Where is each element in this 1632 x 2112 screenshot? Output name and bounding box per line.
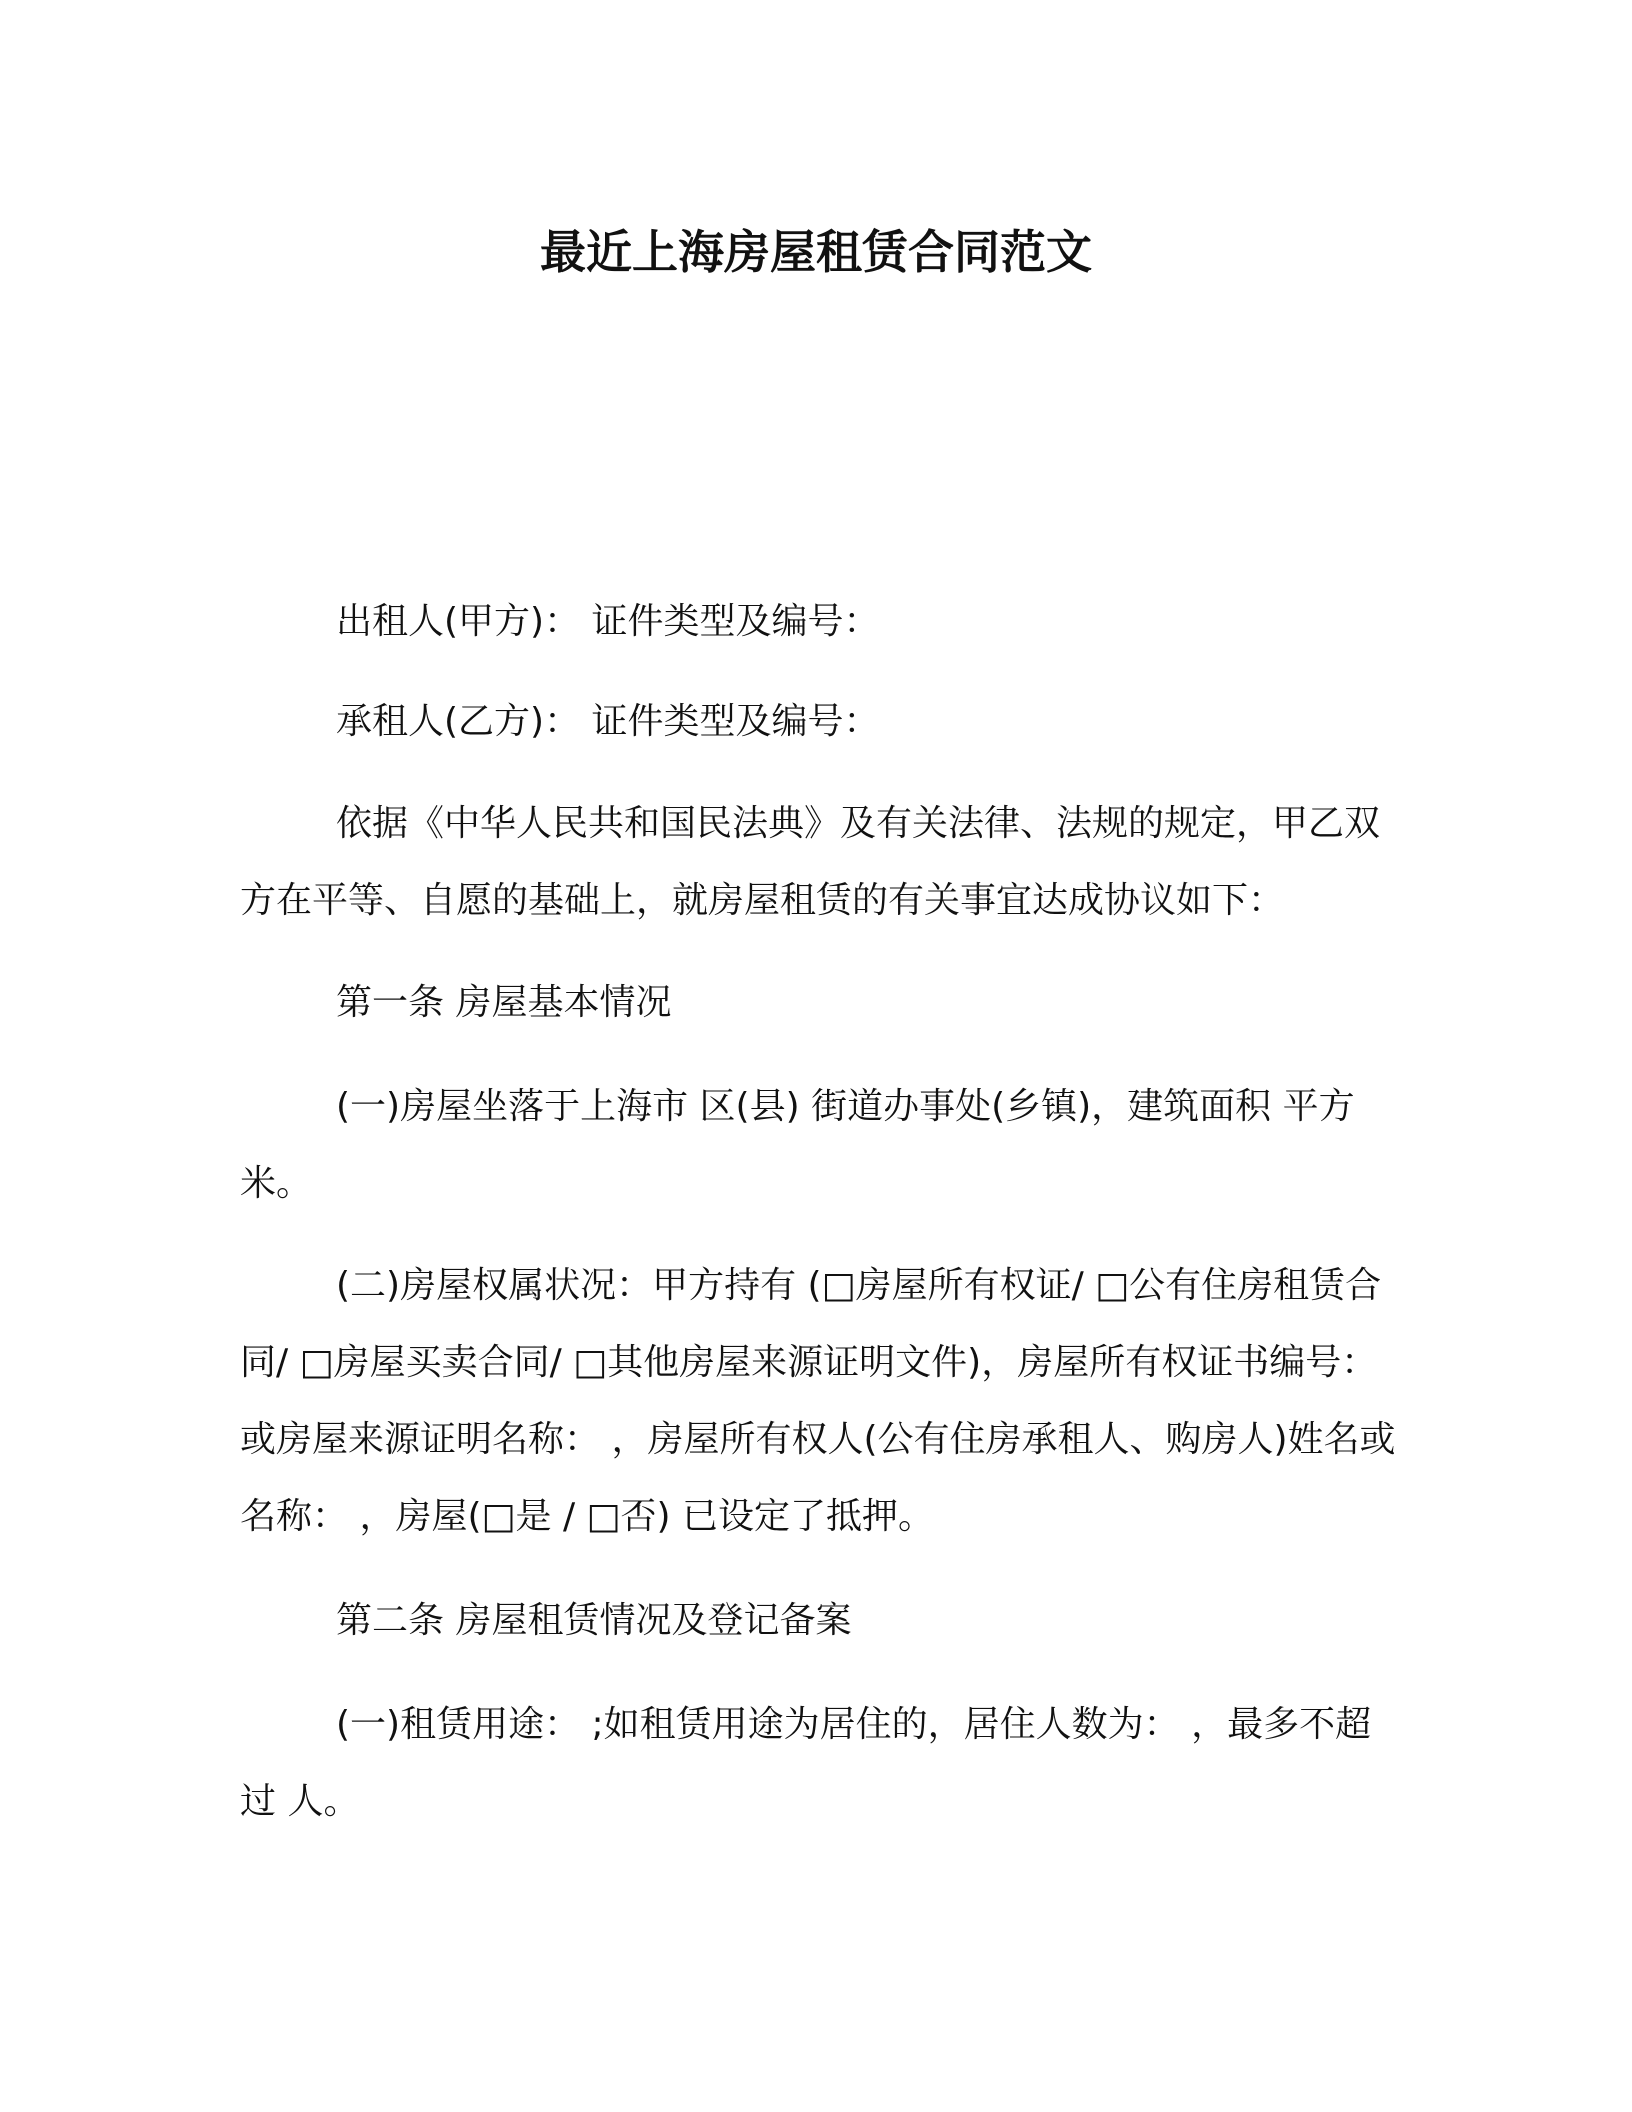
lessor-line: 出租人(甲方)： 证件类型及编号： — [336, 601, 880, 642]
lessee-line: 承租人(乙方)： 证件类型及编号： — [336, 701, 880, 742]
article-1-heading: 第一条 房屋基本情况 — [336, 982, 672, 1023]
document-title: 最近上海房屋租赁合同范文 — [540, 225, 1092, 279]
article-1-clause-2: (二)房屋权属状况：甲方持有 (□房屋所有权证/ □公有住房租赁合同/ □房屋买卖合同/ □其他房屋来源证明文件)，房屋所有权证书编号： 或房屋来源证明名称： ，房屋所有权人(公有住房承租人、购房人)姓名或名称： ，房屋(□是 / □否) 已设定了抵押。 — [240, 1265, 1396, 1537]
article-1-clause-1: (一)房屋坐落于上海市 区(县) 街道办事处(乡镇)，建筑面积 平方米。 — [240, 1086, 1355, 1204]
article-2-heading: 第二条 房屋租赁情况及登记备案 — [336, 1600, 852, 1641]
article-2-clause-1: (一)租赁用途： ;如租赁用途为居住的，居住人数为： ，最多不超过 人。 — [240, 1704, 1372, 1822]
preamble-paragraph: 依据《中华人民共和国民法典》及有关法律、法规的规定，甲乙双方在平等、自愿的基础上，就房屋租赁的有关事宜达成协议如下： — [240, 803, 1381, 921]
